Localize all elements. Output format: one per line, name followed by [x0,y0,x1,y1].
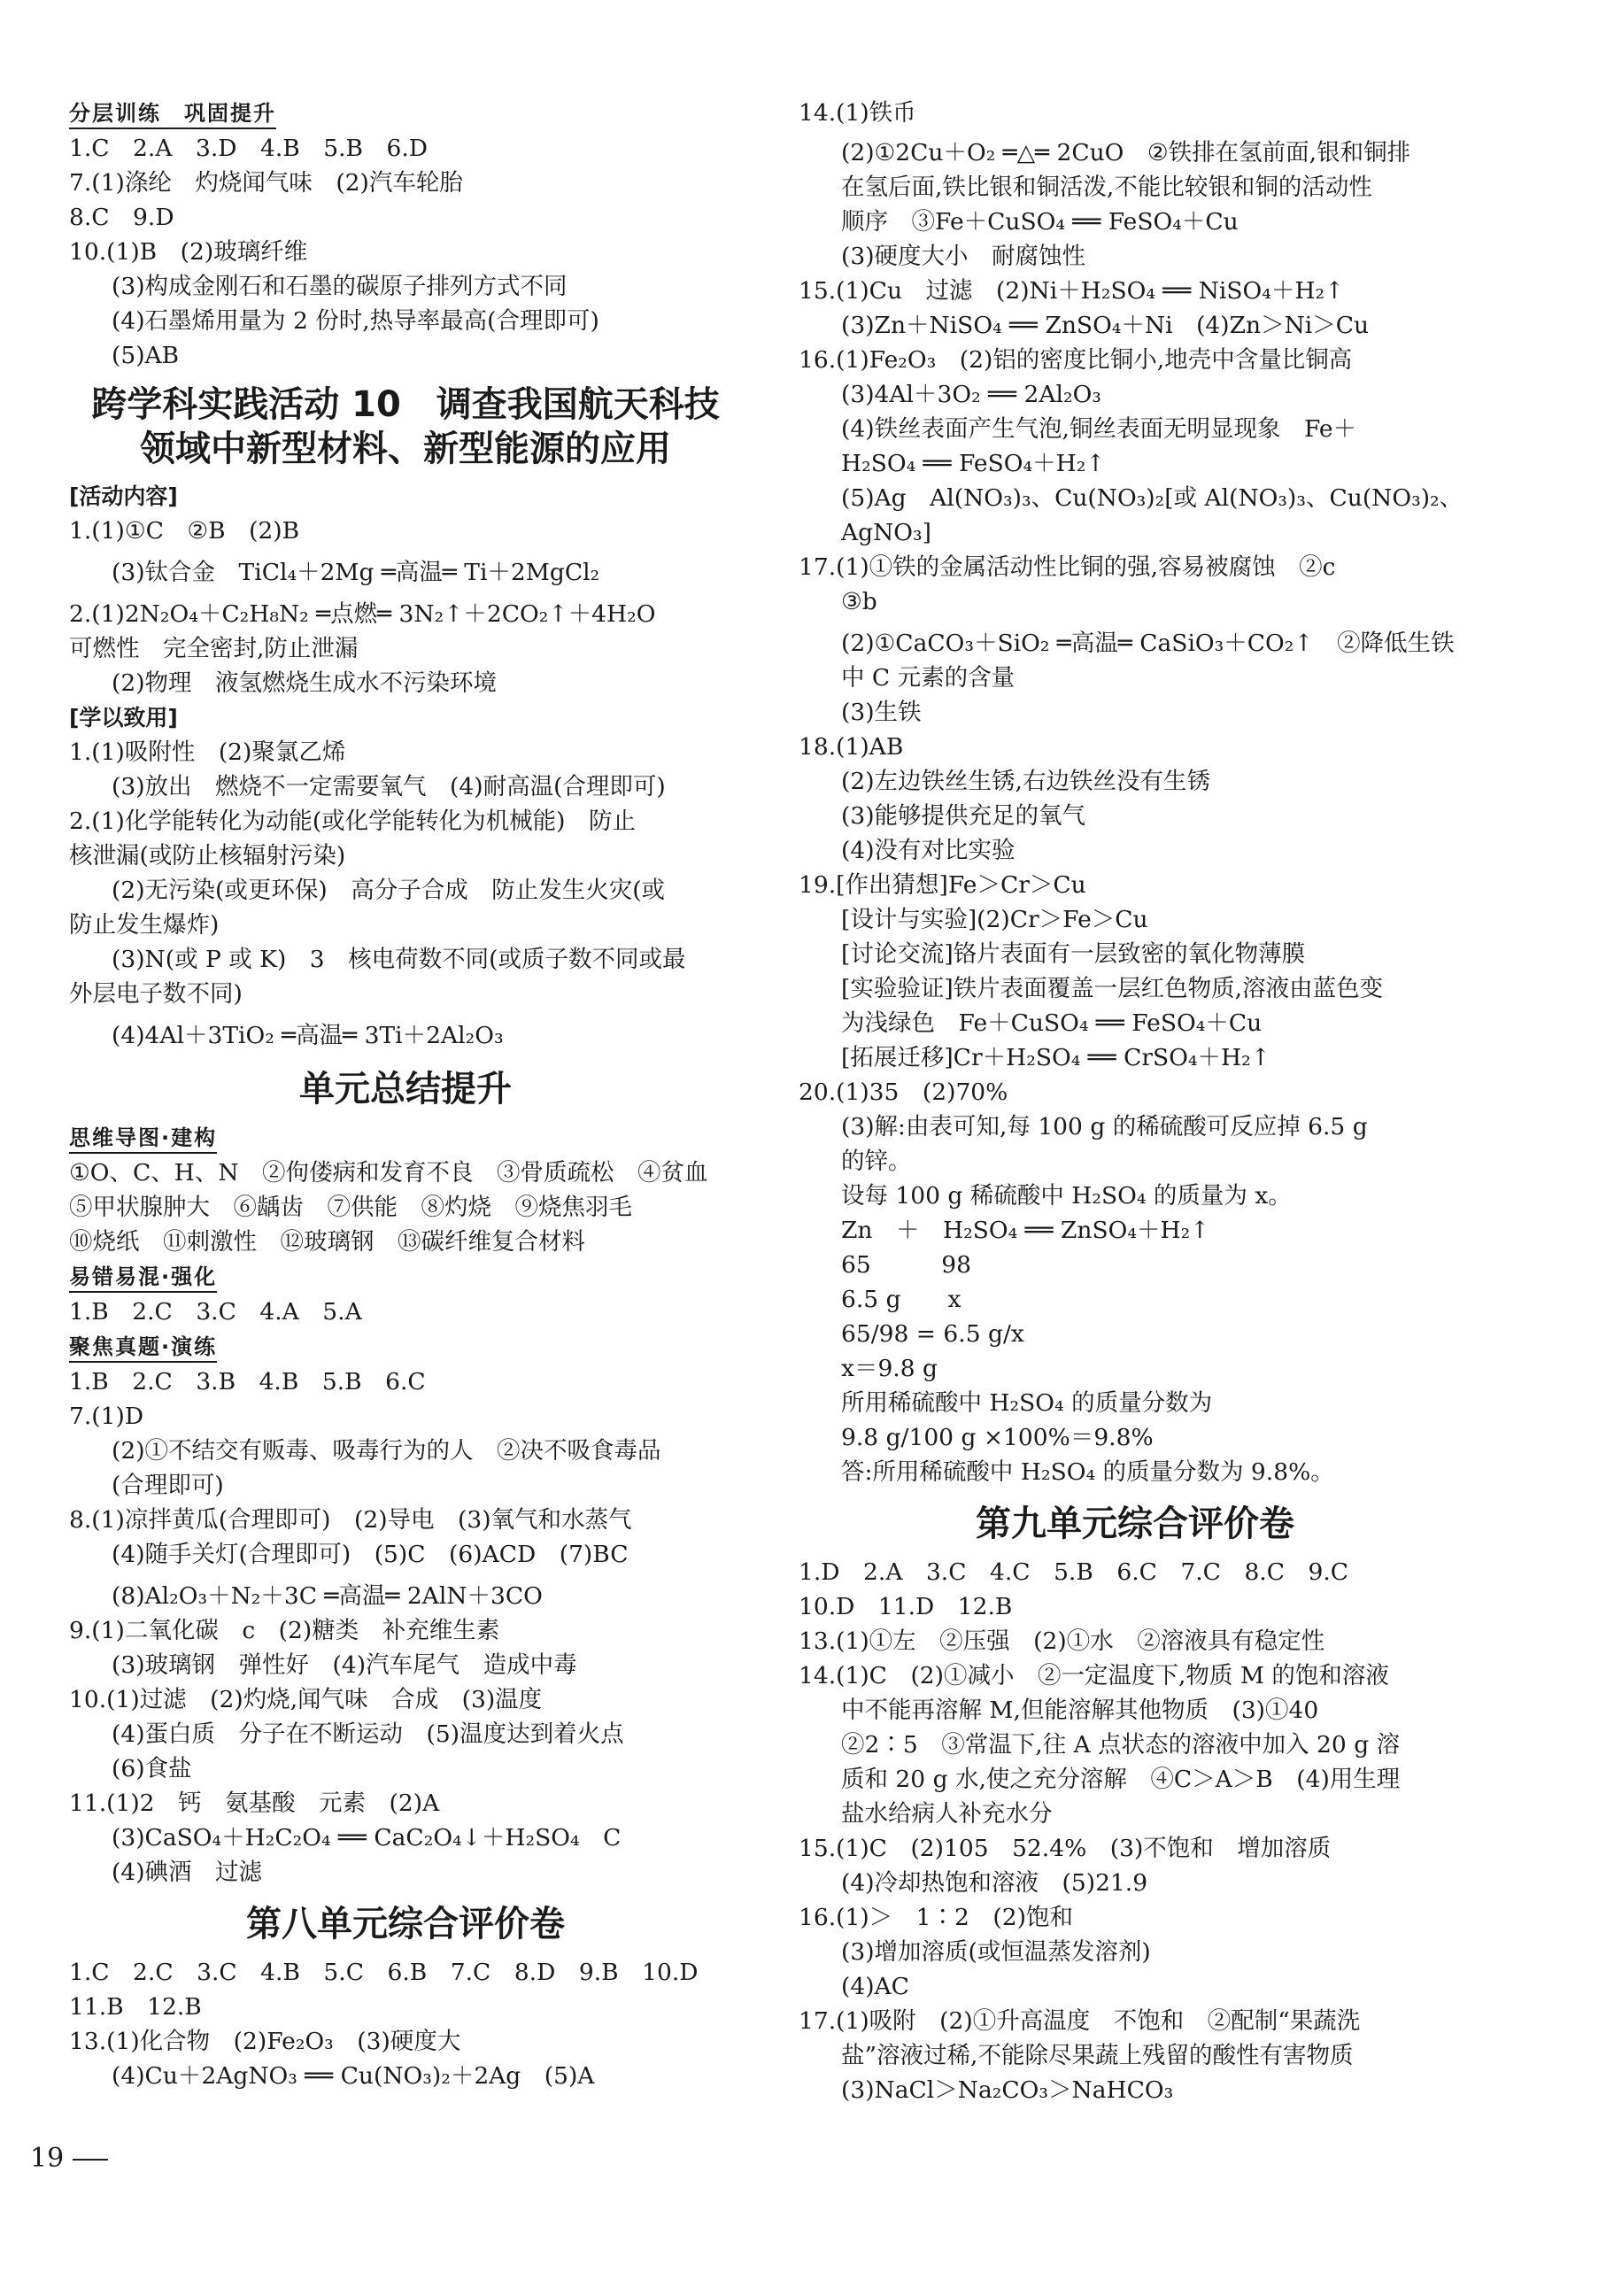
answer-line: 14.(1)C (2)①减小 ②一定温度下,物质 M 的饱和溶液 [799,1662,1389,1689]
answer-line: (5)Ag Al(NO₃)₃、Cu(NO₃)₂[或 Al(NO₃)₃、Cu(NO₃)₂、 [841,484,1463,512]
answer-line: 质和 20 g 水,使之充分溶解 ④C＞A＞B (4)用生理 [841,1766,1401,1793]
answer-line: 的锌。 [841,1148,912,1175]
answer-line: (合理即可) [112,1472,224,1499]
answer-line: 1.D 2.A 3.C 4.C 5.B 6.C 7.C 8.C 9.C [799,1558,1349,1586]
answer-line: AgNO₃] [841,519,931,546]
answer-line: 17.(1)①铁的金属活动性比铜的强,容易被腐蚀 ②c [799,553,1336,581]
page-number-rule [73,2159,108,2161]
answer-line: 1.C 2.A 3.D 4.B 5.B 6.D [69,135,429,162]
answer-line: (3)NaCl＞Na₂CO₃＞NaHCO₃ [841,2076,1174,2104]
answer-line: (8)Al₂O₃＋N₂＋3C ═高温═ 2AlN＋3CO [112,1582,543,1610]
answer-line: 2.(1)2N₂O₄＋C₂H₈N₂ ═点燃═ 3N₂↑＋2CO₂↑＋4H₂O [69,600,656,628]
answer-line: (2)①2Cu＋O₂ ═△═ 2CuO ②铁排在氢前面,银和铜排 [841,139,1411,166]
answer-line: (3)N(或 P 或 K) 3 核电荷数不同(或质子数不同或最 [112,946,686,973]
answer-line: 10.(1)B (2)玻璃纤维 [69,238,308,266]
answer-line: 14.(1)铁币 [799,99,916,127]
answer-line: (3)硬度大小 耐腐蚀性 [841,243,1086,270]
answer-line: (2)物理 液氢燃烧生成水不污染环境 [112,669,498,697]
answer-line: (4)铁丝表面产生气泡,铜丝表面无明显现象 Fe＋ [841,415,1357,443]
answer-line: (3)放出 燃烧不一定需要氧气 (4)耐高温(合理即可) [112,773,666,800]
answer-line: 1.(1)吸附性 (2)聚氯乙烯 [69,738,346,766]
answer-line: (3)钛合金 TiCl₄＋2Mg ═高温═ Ti＋2MgCl₂ [112,559,600,586]
heading-unit9-test: 第九单元综合评价卷 [976,1504,1294,1544]
answer-line: 防止发生爆炸) [69,911,220,939]
answer-line: (3)Zn＋NiSO₄ ══ ZnSO₄＋Ni (4)Zn＞Ni＞Cu [841,312,1370,339]
answer-line: ⑩烧纸 ⑪刺激性 ⑫玻璃钢 ⑬碳纤维复合材料 [69,1228,585,1256]
answer-line: 设每 100 g 稀硫酸中 H₂SO₄ 的质量为 x。 [841,1182,1292,1210]
answer-line: [讨论交流]铬片表面有一层致密的氧化物薄膜 [841,940,1306,968]
answer-line: 20.(1)35 (2)70% [799,1078,1008,1106]
answer-line: 6.5 g x [841,1286,961,1313]
answer-line: 在氢后面,铁比银和铜活泼,不能比较银和铜的活动性 [841,174,1372,201]
answer-line: (3)能够提供充足的氧气 [841,802,1086,830]
answer-line: (4)蛋白质 分子在不断运动 (5)温度达到着火点 [112,1720,624,1748]
heading-unit-summary: 单元总结提升 [299,1069,512,1109]
answer-line: (3)CaSO₄＋H₂C₂O₄ ══ CaC₂O₄↓＋H₂SO₄ C [112,1824,622,1851]
page-number [30,2143,108,2174]
answer-line: 1.C 2.C 3.C 4.B 5.C 6.B 7.C 8.D 9.B 10.D [69,1959,699,1986]
answer-line: ②2∶5 ③常温下,往 A 点状态的溶液中加入 20 g 溶 [841,1731,1401,1759]
answer-line: 19.[作出猜想]Fe＞Cr＞Cu [799,871,1086,899]
answer-line: (2)①CaCO₃＋SiO₂ ═高温═ CaSiO₃＋CO₂↑ ②降低生铁 [841,630,1455,657]
answer-line: 8.(1)凉拌黄瓜(合理即可) (2)导电 (3)氧气和水蒸气 [69,1506,632,1534]
section-label-real-exam: 聚焦真题·演练 [69,1333,217,1363]
answer-line: 可燃性 完全密封,防止泄漏 [69,635,359,662]
answer-line: 16.(1)Fe₂O₃ (2)铝的密度比铜小,地壳中含量比铜高 [799,346,1353,374]
answer-line: 9.8 g/100 g ×100%＝9.8% [841,1424,1154,1451]
answer-line: 10.(1)过滤 (2)灼烧,闻气味 合成 (3)温度 [69,1686,543,1713]
answer-line: (4)4Al＋3TiO₂ ═高温═ 3Ti＋2Al₂O₃ [112,1022,504,1049]
answer-line: 1.(1)①C ②B (2)B [69,517,300,545]
answer-line: (3)增加溶质(或恒温蒸发溶剂) [841,1938,1151,1966]
answer-line: (4)石墨烯用量为 2 份时,热导率最高(合理即可) [112,307,599,335]
answer-line: (2)无污染(或更环保) 高分子合成 防止发生火灾(或 [112,877,666,904]
answer-line: 15.(1)Cu 过滤 (2)Ni＋H₂SO₄ ══ NiSO₄＋H₂↑ [799,277,1345,305]
answer-line: 7.(1)涤纶 灼烧闻气味 (2)汽车轮胎 [69,169,463,197]
section-label-error-prone: 易错易混·强化 [69,1263,217,1293]
answer-line: 外层电子数不同) [69,980,243,1008]
page-number-text: 19 [30,2143,65,2174]
answer-line: 答:所用稀硫酸中 H₂SO₄ 的质量分数为 9.8%。 [841,1458,1334,1486]
answer-line: x＝9.8 g [841,1355,938,1382]
answer-line: 1.B 2.C 3.B 4.B 5.B 6.C [69,1368,426,1395]
section-label-layered-training: 分层训练 巩固提升 [69,99,276,129]
answer-line: 65/98 = 6.5 g/x [841,1320,1024,1348]
left-column [69,96,742,2093]
answer-line: 65 98 [841,1251,971,1279]
bracket-label-application: [学以致用] [69,705,178,731]
answer-line: [设计与实验](2)Cr＞Fe＞Cu [841,906,1148,933]
answer-line: 11.(1)2 钙 氨基酸 元素 (2)A [69,1790,440,1817]
answer-line: (4)没有对比实验 [841,837,1016,864]
answer-line: ⑤甲状腺肿大 ⑥龋齿 ⑦供能 ⑧灼烧 ⑨烧焦羽毛 [69,1194,632,1221]
answer-line: 10.D 11.D 12.B [799,1593,1013,1620]
section-label-mind-map: 思维导图·建构 [69,1124,217,1154]
answer-line: 核泄漏(或防止核辐射污染) [69,842,346,870]
answer-line: 9.(1)二氧化碳 c (2)糖类 补充维生素 [69,1617,500,1644]
heading-activity-line-1: 跨学科实践活动 10 调查我国航天科技 [91,384,720,425]
answer-line: ①O、C、H、N ②佝偻病和发育不良 ③骨质疏松 ④贫血 [69,1159,708,1187]
answer-line: (2)左边铁丝生锈,右边铁丝没有生锈 [841,768,1210,795]
answer-line: (3)4Al＋3O₂ ══ 2Al₂O₃ [841,381,1101,408]
bracket-label-activity: [活动内容] [69,483,178,509]
answer-line: (3)玻璃钢 弹性好 (4)汽车尾气 造成中毒 [112,1651,577,1679]
answer-line: 15.(1)C (2)105 52.4% (3)不饱和 增加溶质 [799,1835,1332,1862]
answer-line: [实验验证]铁片表面覆盖一层红色物质,溶液由蓝色变 [841,975,1384,1002]
answer-line: 7.(1)D [69,1403,144,1430]
answer-line: 18.(1)AB [799,733,904,761]
answer-line: 顺序 ③Fe＋CuSO₄ ══ FeSO₄＋Cu [841,208,1239,236]
answer-line: (4)随手关灯(合理即可) (5)C (6)ACD (7)BC [112,1541,629,1568]
answer-line: (4)AC [841,1973,909,2000]
answer-line: 8.C 9.D [69,204,174,231]
answer-line: 为浅绿色 Fe＋CuSO₄ ══ FeSO₄＋Cu [841,1009,1263,1037]
answer-line: (4)冷却热饱和溶液 (5)21.9 [841,1869,1148,1897]
answer-line: [拓展迁移]Cr＋H₂SO₄ ══ CrSO₄＋H₂↑ [841,1044,1270,1071]
answer-line: (3)生铁 [841,699,922,726]
answer-line: 11.B 12.B [69,1993,202,2021]
answer-line: 13.(1)①左 ②压强 (2)①水 ②溶液具有稳定性 [799,1627,1325,1655]
answer-line: (3)构成金刚石和石墨的碳原子排列方式不同 [112,273,568,300]
right-column [799,96,1471,2107]
answer-line: (5)AB [112,342,180,369]
answer-line: (4)碘酒 过滤 [112,1859,263,1886]
answer-line: (3)解:由表可知,每 100 g 的稀硫酸可反应掉 6.5 g [841,1113,1368,1140]
heading-activity-line-2: 领域中新型材料、新型能源的应用 [140,429,671,469]
answer-line: 16.(1)＞ 1∶2 (2)饱和 [799,1904,1073,1931]
answer-line: 13.(1)化合物 (2)Fe₂O₃ (3)硬度大 [69,2028,461,2055]
answer-line: 中 C 元素的含量 [841,664,1016,692]
answer-line: H₂SO₄ ══ FeSO₄＋H₂↑ [841,450,1106,477]
answer-line: 中不能再溶解 M,但能溶解其他物质 (3)①40 [841,1697,1319,1724]
heading-unit8-test: 第八单元综合评价卷 [246,1904,565,1944]
answer-line: (6)食盐 [112,1755,192,1782]
answer-line: (2)①不结交有贩毒、吸毒行为的人 ②决不吸食毒品 [112,1437,661,1465]
answer-line: 盐”溶液过稀,不能除尽果蔬上残留的酸性有害物质 [841,2042,1354,2069]
answer-line: ③b [841,588,877,615]
answer-line: (4)Cu＋2AgNO₃ ══ Cu(NO₃)₂＋2Ag (5)A [112,2062,595,2090]
answer-line: 17.(1)吸附 (2)①升高温度 不饱和 ②配制“果蔬洗 [799,2007,1361,2035]
answer-line: 2.(1)化学能转化为动能(或化学能转化为机械能) 防止 [69,808,636,835]
answer-line: 1.B 2.C 3.C 4.A 5.A [69,1298,362,1326]
answer-line: Zn ＋ H₂SO₄ ══ ZnSO₄＋H₂↑ [841,1217,1210,1244]
answer-line: 所用稀硫酸中 H₂SO₄ 的质量分数为 [841,1389,1213,1417]
answer-line: 盐水给病人补充水分 [841,1800,1053,1828]
